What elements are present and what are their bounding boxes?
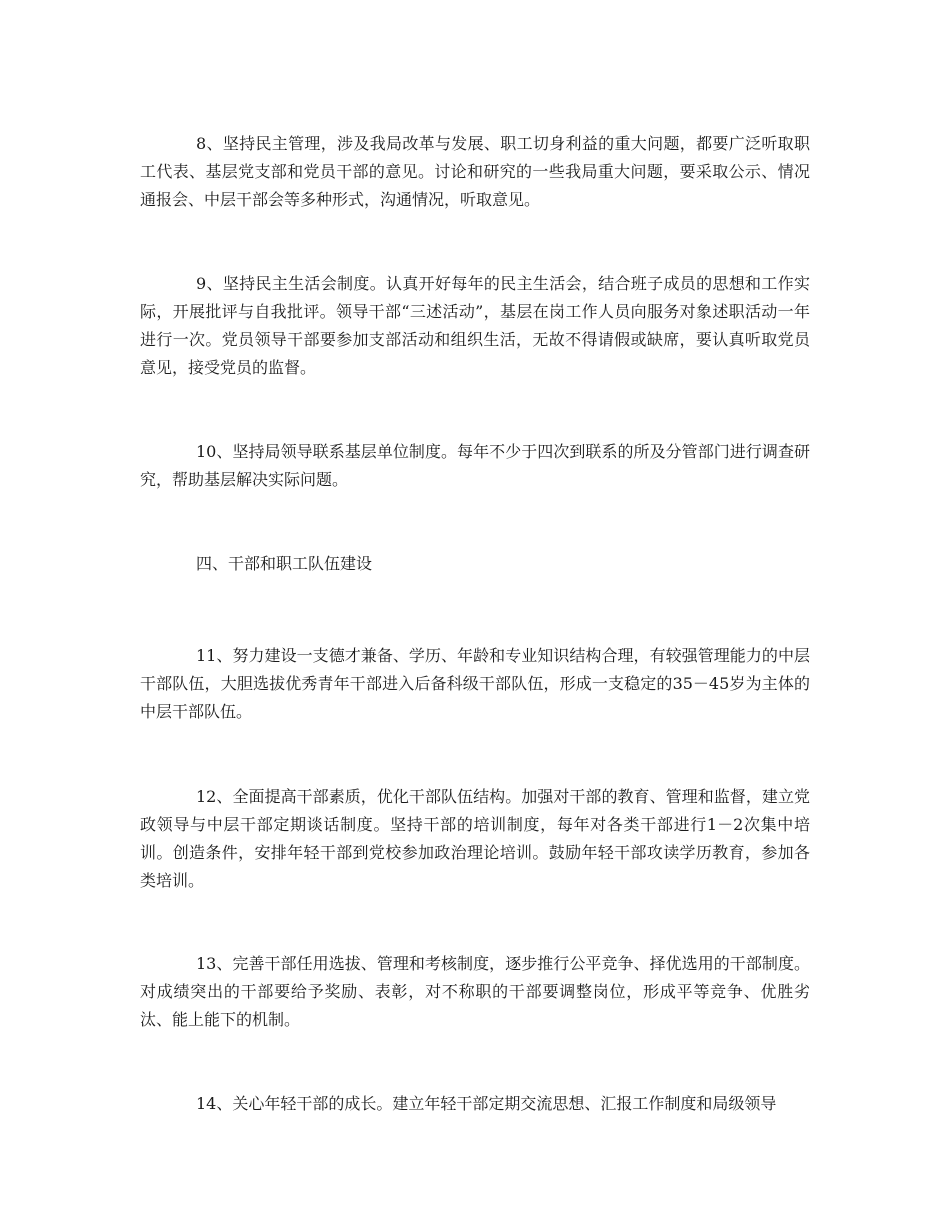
paragraph-9: 9、坚持民主生活会制度。认真开好每年的民主生活会，结合班子成员的思想和工作实际，开展批评与自我批评。领导干部“三述活动”，基层在岗工作人员向服务对象述职活动一年进行一次。党员领导干部要参加支部活动和组织生活，无故不得请假或缺席，要认真听取党员意见，接受党员的监督。 [140,274,810,377]
section-heading-4: 四、干部和职工队伍建设 [196,554,373,573]
paragraph-12: 12、全面提高干部素质，优化干部队伍结构。加强对干部的教育、管理和监督，建立党政领导与中层干部定期谈话制度。坚持干部的培训制度，每年对各类干部进行1－2次集中培训。创造条件，安排年轻干部到党校参加政治理论培训。鼓励年轻干部攻读学历教育，参加各类培训。 [140,787,810,890]
paragraph-8: 8、坚持民主管理，涉及我局改革与发展、职工切身利益的重大问题，都要广泛听取职工代表、基层党支部和党员干部的意见。讨论和研究的一些我局重大问题，要采取公示、情况通报会、中层干部会等多种形式，沟通情况，听取意见。 [140,134,810,209]
paragraph-10: 10、坚持局领导联系基层单位制度。每年不少于四次到联系的所及分管部门进行调查研究，帮助基层解决实际问题。 [140,442,810,489]
paragraph-13: 13、完善干部任用选拔、管理和考核制度，逐步推行公平竞争、择优选用的干部制度。对成绩突出的干部要给予奖励、表彰，对不称职的干部要调整岗位，形成平等竞争、优胜劣汰、能上能下的机制。 [140,954,810,1029]
paragraph-14: 14、关心年轻干部的成长。建立年轻干部定期交流思想、汇报工作制度和局级领导 [196,1094,777,1113]
paragraph-11: 11、努力建设一支德才兼备、学历、年龄和专业知识结构合理，有较强管理能力的中层干部队伍，大胆选拔优秀青年干部进入后备科级干部队伍，形成一支稳定的35－45岁为主体的中层干部队伍。 [140,646,810,721]
